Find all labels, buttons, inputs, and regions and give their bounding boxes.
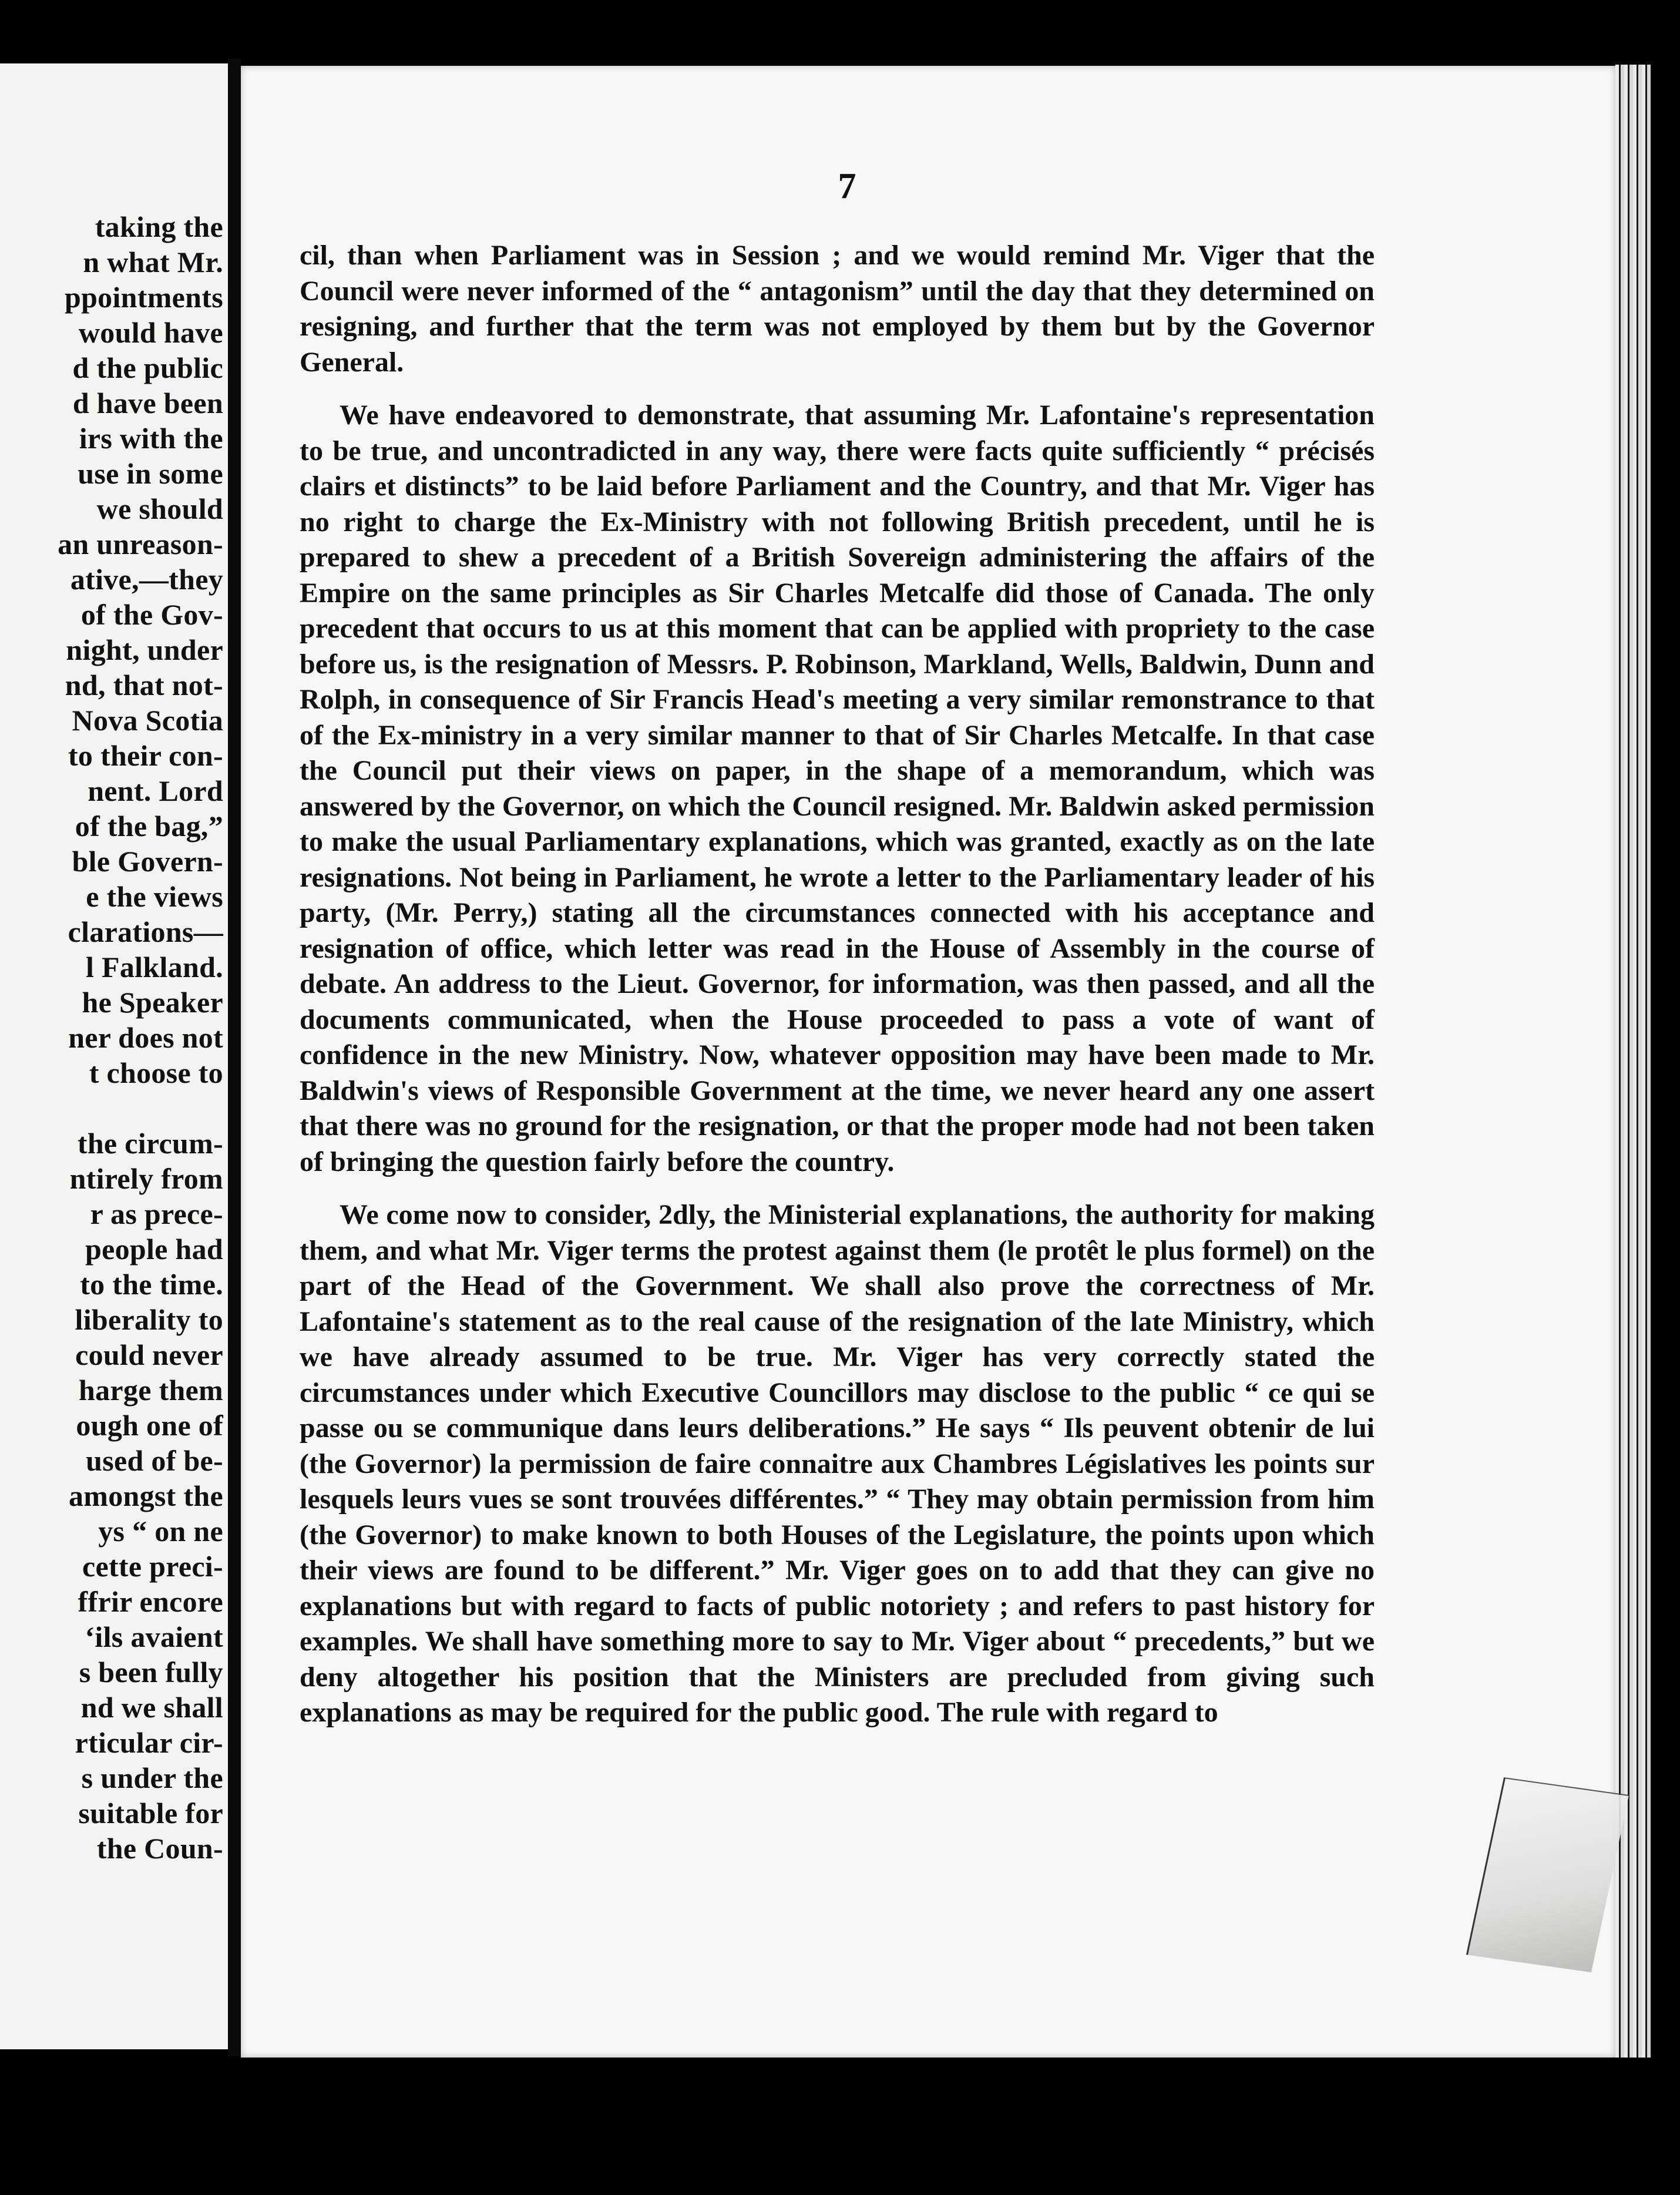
left-text-line: ner does not: [68, 1021, 223, 1054]
left-text-line: d have been: [72, 387, 223, 419]
left-text-line: ative,—they: [70, 563, 223, 596]
left-text-line: an unreason-: [58, 528, 223, 561]
left-text-line: night, under: [66, 633, 223, 666]
left-text-line: to their con-: [68, 739, 223, 772]
left-text-line: liberality to: [75, 1303, 223, 1336]
paragraph: cil, than when Parliament was in Session ; and we would remind Mr. Viger that the Council were never informed of the “ antagonism” until the day that they determined on resigning, and further that the term was not employed by them but by the Governor General.: [300, 240, 1375, 378]
left-text-line: ‘ils avaient: [85, 1620, 223, 1653]
body-text: [300, 238, 1375, 1731]
left-text-line: clarations—: [68, 915, 223, 948]
left-text-line: cette preci-: [82, 1550, 223, 1583]
left-text-line: amongst the: [68, 1479, 223, 1512]
left-text-line: ffrir encore: [78, 1585, 223, 1618]
left-text-line: d the public: [72, 351, 223, 384]
left-text-line: irs with the: [79, 422, 223, 455]
left-text-line: taking the: [95, 210, 223, 243]
left-text-line: ys “ on ne: [98, 1515, 223, 1548]
left-text-line: harge them: [79, 1374, 223, 1407]
left-text-line: suitable for: [78, 1797, 223, 1830]
left-text-line: used of be-: [86, 1444, 223, 1477]
left-text-line: use in some: [78, 457, 223, 490]
left-text-line: would have: [78, 316, 223, 349]
gutter: [228, 59, 241, 2056]
left-text-line: of the Gov-: [80, 598, 223, 631]
page-number: 7: [838, 166, 856, 206]
left-text-line: n what Mr.: [83, 246, 223, 278]
left-text-line: l Falkland.: [86, 951, 223, 984]
paragraph: We come now to consider, 2dly, the Ministerial explanations, the authority for making them, and what Mr. Viger terms the protest against them (le protêt le plus formel) on the part of the Head of the Government. We shall also prove the correctness of Mr. Lafontaine's statement as to the real cause of the resignation of the late Ministry, which we have already assumed to be true. Mr. Viger has very correctly stated the circumstances under which Executive Councillors may disclose to the public “ ce qui se passe ou se communique dans leurs deliberations.” He says “ Ils peuvent obtenir de lui (the Governor) la permission de faire connaitre aux Chambres Législatives les points sur lesquels leurs vues se sont trouvées différentes.” “ They may obtain permission from him (the Governor) to make known to both Houses of the Legislature, the points upon which their views are found to be different.” Mr. Viger goes on to add that they can give no explanations but with regard to facts of public notoriety ; and refers to past history for examples. We shall have something more to say to Mr. Viger about “ precedents,” but we deny altogether his position that the Ministers are precluded from giving such explanations as may be required for the public good. The rule with regard to: [300, 1199, 1375, 1728]
left-text-line: could never: [75, 1338, 223, 1371]
left-text-line: ough one of: [76, 1409, 223, 1442]
left-text-line: nd we shall: [80, 1691, 223, 1724]
left-text-line: nent. Lord: [88, 774, 223, 807]
page-edges: [1615, 65, 1651, 2058]
left-text-line: we should: [96, 492, 223, 525]
left-text-line: of the bag,”: [75, 810, 223, 843]
left-text-line: people had: [85, 1233, 223, 1266]
left-text-line: rticular cir-: [75, 1726, 223, 1759]
left-text-line: the circum-: [77, 1127, 223, 1160]
left-text-line: the Coun-: [96, 1832, 223, 1865]
left-text-line: ntirely from: [69, 1162, 223, 1195]
left-text-line: he Speaker: [82, 986, 223, 1019]
left-text-line: s under the: [81, 1761, 223, 1794]
left-text-line: ble Govern-: [72, 845, 223, 878]
left-text-line: Nova Scotia: [72, 704, 223, 737]
left-text-line: t choose to: [89, 1056, 223, 1089]
paragraph: We have endeavored to demonstrate, that assuming Mr. Lafontaine's representation to be true, and uncontradicted in any way, there were facts quite sufficiently “ précisés clairs et distincts” to be laid before Parliament and the Country, and that Mr. Viger has no right to charge the Ex-Ministry with not following British precedent, until he is prepared to shew a precedent of a British Sovereign administering the affairs of the Empire on the same principles as Sir Charles Metcalfe did those of Canada. The only precedent that occurs to us at this moment that can be applied with propriety to the case before us, is the resignation of Messrs. P. Robinson, Markland, Wells, Baldwin, Dunn and Rolph, in consequence of Sir Francis Head's meeting a very similar remonstrance to that of the Ex-ministry in a very similar manner to that of Sir Charles Metcalfe. In that case the Council put their views on paper, in the shape of a memorandum, which was answered by the Governor, on which the Council resigned. Mr. Baldwin asked permission to make the usual Parliamentary explanations, which was granted, exactly as on the late resignations. Not being in Parliament, he wrote a letter to the Parliamentary leader of his party, (Mr. Perry,) stating all the circumstances connected with his acceptance and resignation of office, which letter was read in the House of Assembly in the course of debate. An address to the Lieut. Governor, for information, was then passed, and all the documents communicated, when the House proceeded to pass a vote of want of confidence in the new Ministry. Now, whatever opposition may have been made to Mr. Baldwin's views of Responsible Government at the time, we never heard any one assert that there was no ground for the resignation, or that the proper mode had not been taken of bringing the question fairly before the country.: [300, 400, 1375, 1177]
left-page-fragment: [0, 63, 228, 2049]
left-text-line: to the time.: [80, 1268, 223, 1301]
left-text-line: s been fully: [79, 1656, 223, 1689]
left-text-line: nd, that not-: [65, 669, 223, 702]
left-text-line: r as prece-: [90, 1197, 223, 1230]
left-text-line: e the views: [86, 880, 223, 913]
left-text-line: ppointments: [64, 281, 223, 314]
